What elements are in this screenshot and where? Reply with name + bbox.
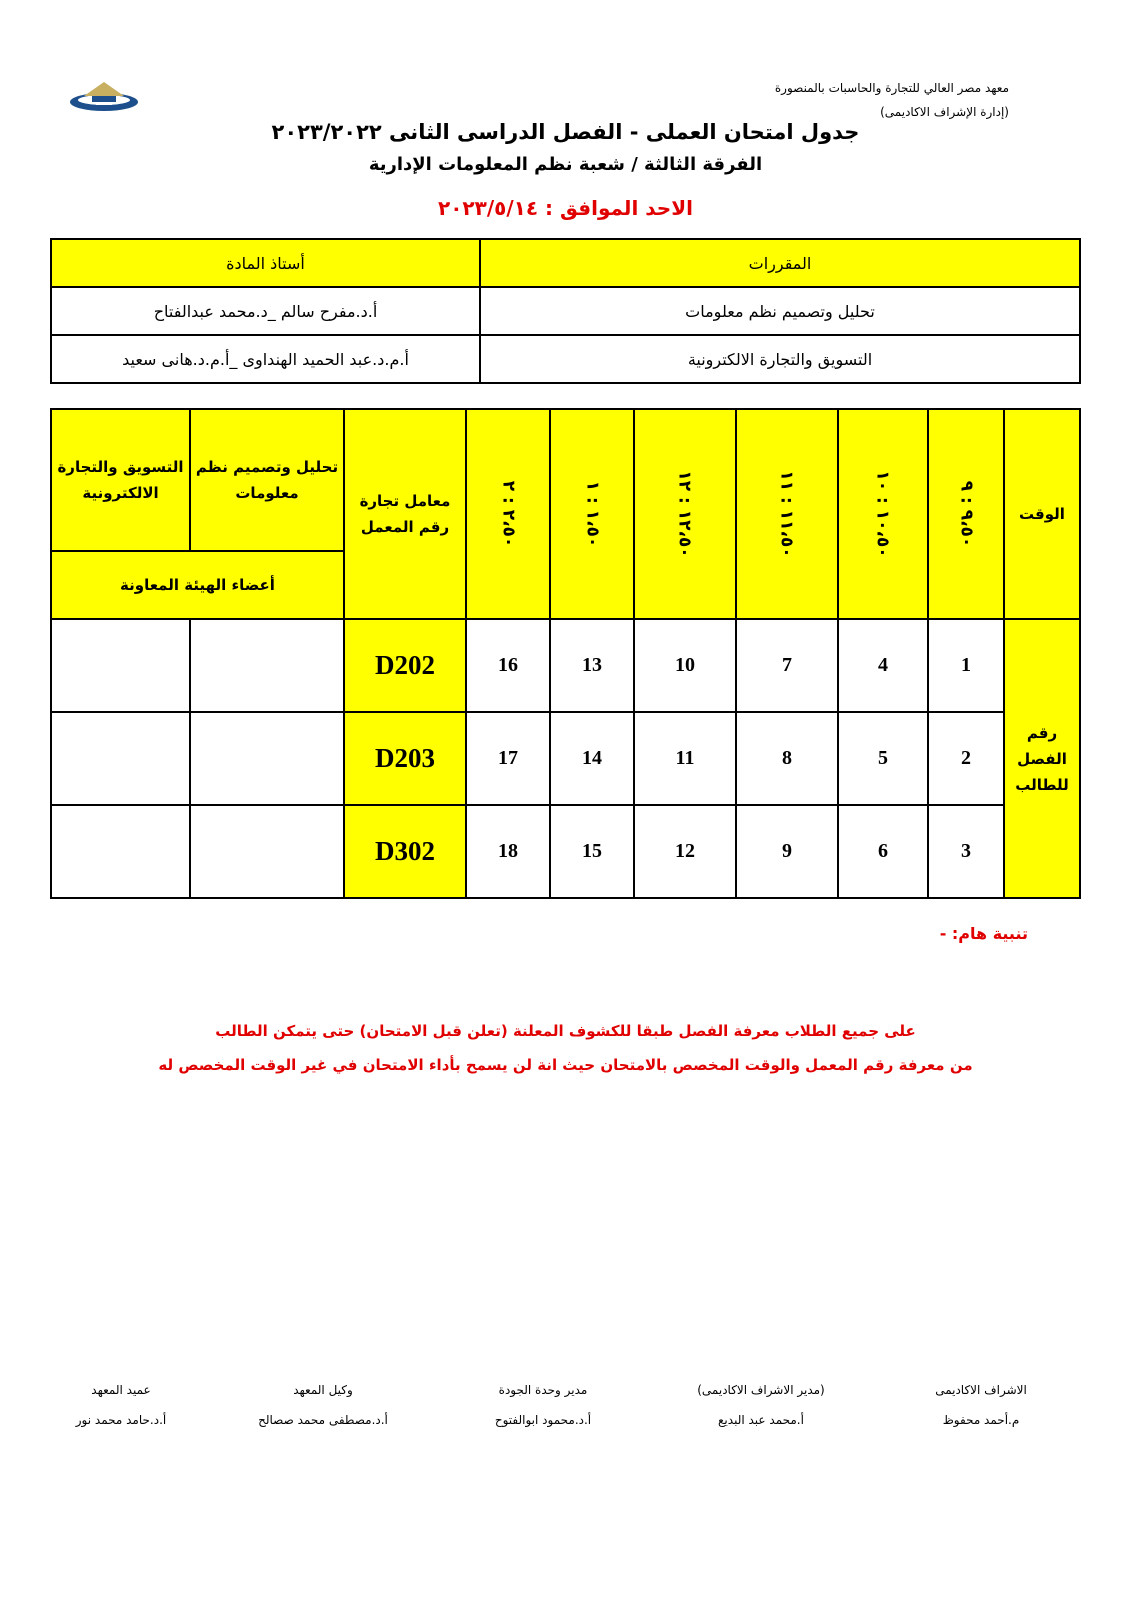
courses-header-row xyxy=(51,239,1080,287)
signature-name: أ.د.محمود ابوالفتوح xyxy=(494,1413,592,1427)
time-slot: ٢،٥٠ : ٢ xyxy=(466,409,550,619)
time-slot: ١١،٥٠ : ١١ xyxy=(736,409,838,619)
course-row xyxy=(51,287,1080,335)
signature-block xyxy=(448,1375,638,1435)
staff-cell xyxy=(190,712,344,805)
section-number: 16 xyxy=(466,619,550,712)
course-row xyxy=(51,335,1080,383)
section-number: 10 xyxy=(634,619,736,712)
section-number: 6 xyxy=(838,805,928,898)
section-number: 12 xyxy=(634,805,736,898)
lab-header: معامل تجارة رقم المعمل xyxy=(344,409,466,619)
course-name: تحليل وتصميم نظم معلومات xyxy=(480,287,1080,335)
exam-date: الاحد الموافق : ٢٠٢٣/٥/١٤ xyxy=(438,196,693,220)
staff-cell xyxy=(51,805,190,898)
professor-column-header: أستاذ المادة xyxy=(51,239,480,287)
section-number: 8 xyxy=(736,712,838,805)
section-number: 1 xyxy=(928,619,1004,712)
time-slot: ١٢،٥٠ : ١٢ xyxy=(634,409,736,619)
course-column-header: المقررات xyxy=(480,239,1080,287)
section-number: 14 xyxy=(550,712,634,805)
table-row xyxy=(51,619,1080,712)
section-number: 17 xyxy=(466,712,550,805)
department-name: (إدارة الإشراف الاكاديمى) xyxy=(880,105,1009,119)
course-column-header: تحليل وتصميم نظم معلومات xyxy=(190,409,344,551)
time-slot: ١،٥٠ : ١ xyxy=(550,409,634,619)
staff-cell xyxy=(190,619,344,712)
institute-logo-icon xyxy=(66,78,142,114)
course-column-header: التسويق والتجارة الالكترونية xyxy=(51,409,190,551)
signature-name: م.أحمد محفوظ xyxy=(942,1413,1020,1427)
lab-number: D203 xyxy=(344,712,466,805)
lab-number: D302 xyxy=(344,805,466,898)
courses-table xyxy=(50,238,1081,384)
time-header: الوقت xyxy=(1004,409,1080,619)
staff-header: أعضاء الهيئة المعاونة xyxy=(51,551,344,619)
signature-name: أ.محمد عبد البديع xyxy=(718,1413,804,1427)
section-number: 9 xyxy=(736,805,838,898)
institute-header xyxy=(775,76,1009,124)
schedule-header-row xyxy=(51,409,1080,551)
staff-cell xyxy=(51,619,190,712)
schedule-table xyxy=(50,408,1081,899)
staff-cell xyxy=(51,712,190,805)
section-number: 4 xyxy=(838,619,928,712)
signature-role: مدير وحدة الجودة xyxy=(498,1383,588,1397)
signature-role: وكيل المعهد xyxy=(293,1383,353,1397)
signature-name: أ.د.حامد محمد نور xyxy=(75,1413,167,1427)
signature-block xyxy=(666,1375,856,1435)
section-number: 15 xyxy=(550,805,634,898)
signature-block xyxy=(26,1375,216,1435)
section-number: 3 xyxy=(928,805,1004,898)
institute-name: معهد مصر العالي للتجارة والحاسبات بالمنصورة xyxy=(774,81,1009,95)
notice-line: على جميع الطلاب معرفة الفصل طبقا للكشوف المعلنة (تعلن قبل الامتحان) حتى يتمكن الطالب xyxy=(215,1022,916,1040)
page-subtitle: الفرقة الثالثة / شعبة نظم المعلومات الإدارية xyxy=(368,154,763,175)
course-professor: أ.د.مفرح سالم _د.محمد عبدالفتاح xyxy=(51,287,480,335)
time-slot: ٩،٥٠ : ٩ xyxy=(928,409,1004,619)
signature-block xyxy=(886,1375,1076,1435)
section-number: 2 xyxy=(928,712,1004,805)
table-row xyxy=(51,805,1080,898)
signature-role: الاشراف الاكاديمى xyxy=(935,1383,1027,1397)
signature-name: أ.د.مصطفى محمد صصالح xyxy=(258,1413,388,1427)
notice-line: من معرفة رقم المعمل والوقت المخصص بالامتحان حيث انة لن يسمح بأداء الامتحان في غير الوقت المخصص له xyxy=(158,1056,973,1074)
lab-number: D202 xyxy=(344,619,466,712)
notice-heading: تنبية هام: - xyxy=(939,924,1028,943)
staff-cell xyxy=(190,805,344,898)
section-number: 13 xyxy=(550,619,634,712)
signature-block xyxy=(228,1375,418,1435)
page-title: جدول امتحان العملى - الفصل الدراسى الثانى ٢٠٢٣/٢٠٢٢ xyxy=(271,120,860,144)
section-number: 7 xyxy=(736,619,838,712)
section-number: 5 xyxy=(838,712,928,805)
course-professor: أ.م.د.عبد الحميد الهنداوى _أ.م.د.هانى سعيد xyxy=(51,335,480,383)
signature-role: عميد المعهد xyxy=(91,1383,151,1397)
table-row xyxy=(51,712,1080,805)
row-header: رقم الفصل للطالب xyxy=(1004,619,1080,898)
time-slot: ١٠،٥٠ : ١٠ xyxy=(838,409,928,619)
section-number: 18 xyxy=(466,805,550,898)
section-number: 11 xyxy=(634,712,736,805)
signature-role: (مدير الاشراف الاكاديمى) xyxy=(697,1383,825,1397)
course-name: التسويق والتجارة الالكترونية xyxy=(480,335,1080,383)
